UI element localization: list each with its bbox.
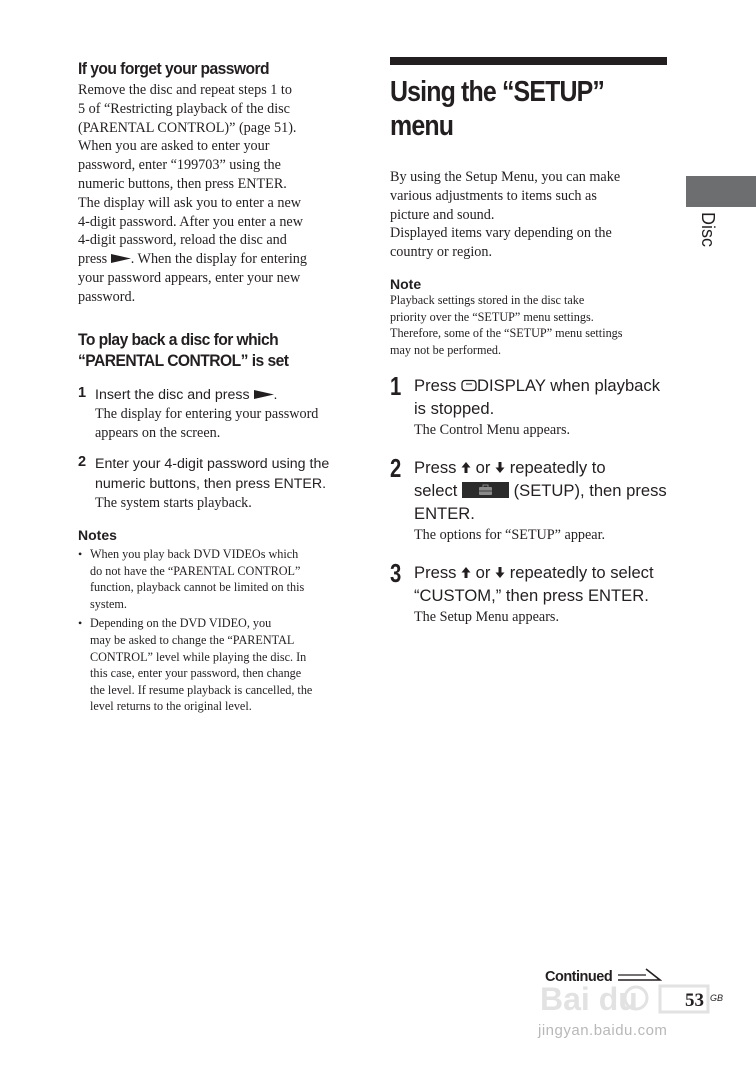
intro-text: [390, 168, 670, 262]
note-item-2: [78, 615, 360, 715]
note-text: [390, 292, 670, 358]
text-line: various adjustments to items such as: [390, 187, 597, 204]
text-line: picture and sound.: [390, 206, 495, 223]
text-line: By using the Setup Menu, you can make: [390, 169, 621, 185]
text-line: The display will ask you to enter a new: [78, 194, 302, 211]
step-result: [414, 607, 670, 627]
left-step-1: [78, 385, 360, 444]
step-result: [414, 420, 670, 440]
text-line: may not be performed.: [390, 342, 502, 357]
step-instruction: [95, 385, 360, 405]
text-line: When you play back DVD VIDEOs which: [90, 547, 299, 562]
text-line: Playback settings stored in the disc take: [390, 292, 585, 307]
text-fragment: Press: [414, 458, 457, 478]
text-line: [78, 250, 360, 269]
step-instruction: [414, 374, 670, 420]
text-line: country or region.: [390, 244, 493, 261]
text-fragment: .: [273, 386, 278, 403]
step-number: 3: [390, 558, 402, 589]
text-line: The Setup Menu appears.: [414, 609, 559, 626]
left-column: [78, 58, 360, 715]
step-instruction: [95, 454, 360, 494]
text-line: CONTROL” level while playing the disc. In: [90, 649, 307, 664]
text-line: priority over the “SETUP” menu settings.: [390, 309, 594, 324]
text-line: system.: [90, 596, 127, 611]
section-rule: [390, 57, 667, 65]
text-line: Remove the disc and repeat steps 1 to: [78, 82, 292, 98]
text-line: The options for “SETUP” appear.: [414, 527, 606, 544]
play-icon: [111, 253, 131, 264]
text-line: may be asked to change the “PARENTAL: [90, 633, 295, 648]
playback-heading-line1: To play back a disc for which: [78, 329, 279, 349]
title-line: Using the “SETUP”: [390, 76, 605, 108]
text-fragment: DISPLAY when playback: [477, 376, 660, 396]
text-line: your password appears, enter your new: [78, 269, 301, 286]
section-title: [390, 75, 631, 143]
forget-password-text: [78, 81, 360, 307]
text-line: numeric buttons, then press ENTER.: [95, 475, 327, 492]
play-icon: [254, 389, 274, 400]
page-suffix: GB: [710, 993, 724, 1003]
right-step-3: [390, 558, 670, 627]
text-line: The display for entering your password: [95, 405, 319, 422]
text-line: Therefore, some of the “SETUP” menu settings: [390, 326, 623, 341]
step-instruction: [414, 561, 670, 607]
step-number: 2: [78, 453, 87, 470]
text-fragment: . When the display for entering: [130, 251, 307, 268]
bullet: •: [78, 616, 83, 631]
text-fragment: repeatedly to: [509, 458, 606, 478]
text-line: When you are asked to enter your: [78, 138, 270, 155]
text-line: numeric buttons, then press ENTER.: [78, 175, 287, 192]
text-line: The system starts playback.: [95, 494, 252, 511]
press-word: press: [78, 251, 108, 268]
notes-heading: Notes: [78, 527, 117, 544]
text-line: 4-digit password. After you enter a new: [78, 213, 303, 230]
text-line: “CUSTOM,” then press ENTER.: [414, 586, 649, 606]
text-line: ENTER.: [414, 504, 475, 524]
text-line: (PARENTAL CONTROL)” (page 51).: [78, 119, 297, 136]
svg-text:Bai du: Bai du: [540, 981, 638, 1017]
text-line: password, enter “199703” using the: [78, 157, 281, 174]
setup-menu-icon: [462, 482, 509, 498]
text-fragment: repeatedly to select: [509, 563, 654, 583]
text-fragment: Press: [414, 376, 457, 396]
text-fragment: or: [475, 563, 491, 583]
text-line: level returns to the original level.: [90, 699, 252, 714]
right-step-2: [390, 453, 670, 545]
text-line: function, playback cannot be limited on this: [90, 580, 305, 595]
down-arrow-icon: [495, 566, 505, 579]
right-column: [390, 57, 670, 627]
text-fragment: Insert the disc and press: [95, 386, 250, 403]
text-line: is stopped.: [414, 399, 495, 419]
bullet: •: [78, 547, 83, 562]
up-arrow-icon: [461, 461, 471, 474]
section-tab-label: Disc: [698, 212, 718, 247]
text-line: Displayed items vary depending on the: [390, 225, 612, 242]
step-number: 1: [78, 384, 87, 401]
page-number: 53: [685, 990, 704, 1011]
right-step-1: [390, 371, 670, 440]
text-line: the level. If resume playback is cancelled, the: [90, 682, 313, 697]
text-line: appears on the screen.: [95, 425, 221, 442]
text-fragment: (SETUP), then press: [513, 481, 667, 501]
up-arrow-icon: [461, 566, 471, 579]
section-tab: [686, 176, 756, 207]
down-arrow-icon: [495, 461, 505, 474]
title-line: menu: [390, 110, 454, 142]
display-button-icon: [461, 379, 477, 392]
text-line: Depending on the DVD VIDEO, you: [90, 616, 272, 631]
text-line: Enter your 4-digit password using the: [95, 455, 330, 472]
left-step-2: [78, 454, 360, 514]
text-fragment: Press: [414, 563, 457, 583]
step-number: 1: [390, 371, 402, 402]
step-result: [95, 405, 360, 444]
step-result: [414, 525, 670, 545]
text-fragment: or: [475, 458, 491, 478]
text-line: password.: [78, 288, 136, 305]
step-result: [95, 494, 360, 514]
text-fragment: select: [414, 481, 458, 501]
text-line: do not have the “PARENTAL CONTROL”: [90, 563, 301, 578]
forget-password-heading: If you forget your password: [78, 59, 270, 78]
continued-label: Continued: [545, 969, 613, 985]
playback-heading-line2: “PARENTAL CONTROL” is set: [78, 350, 289, 370]
text-line: 4-digit password, reload the disc and: [78, 232, 287, 249]
step-number: 2: [390, 453, 402, 484]
note-heading: Note: [390, 275, 422, 292]
text-line: this case, enter your password, then change: [90, 666, 302, 681]
step-instruction: [414, 456, 670, 525]
watermark-url: jingyan.baidu.com: [538, 1022, 668, 1039]
text-line: The Control Menu appears.: [414, 422, 571, 439]
text-line: 5 of “Restricting playback of the disc: [78, 100, 290, 117]
note-item-1: [78, 546, 360, 612]
